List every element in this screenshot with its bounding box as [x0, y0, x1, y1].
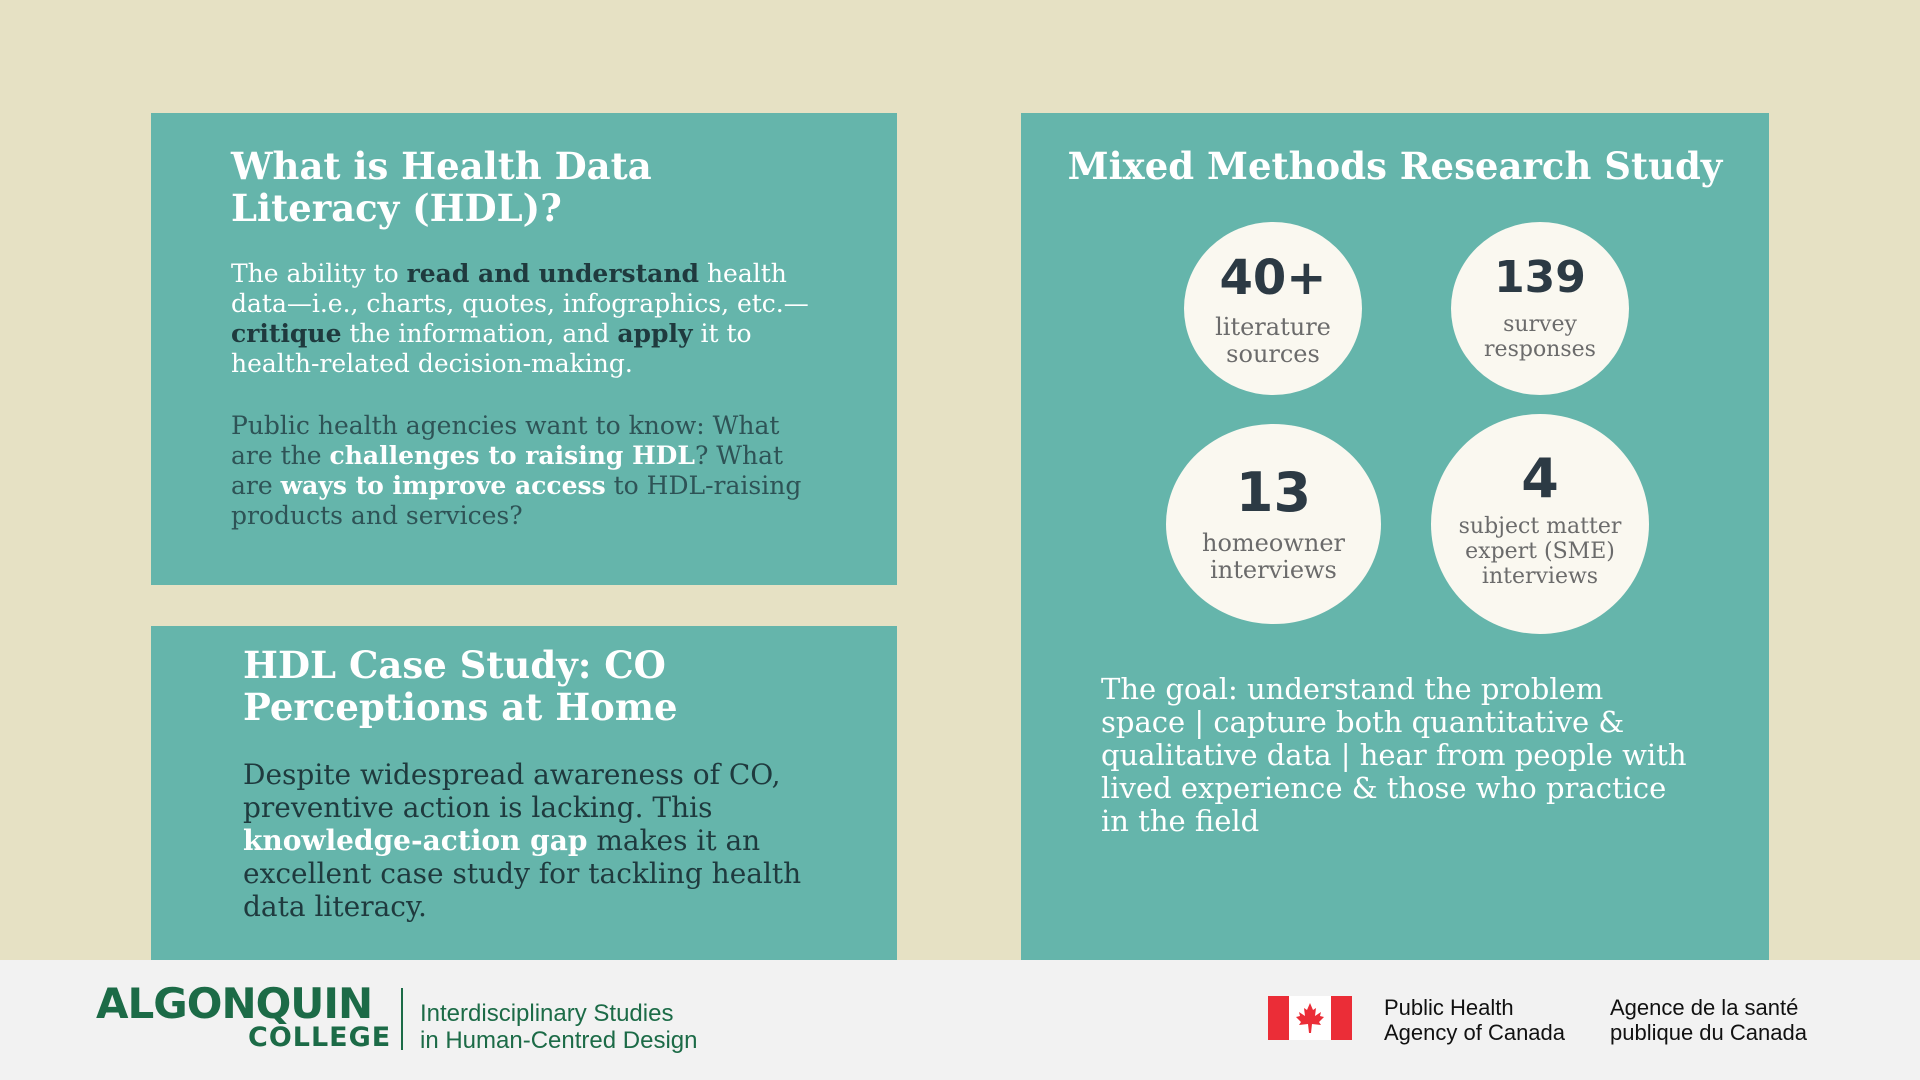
program-name: Interdisciplinary Studies in Human-Centred Design	[420, 1000, 698, 1054]
stat-sme-interviews	[1431, 414, 1649, 634]
emphasis-knowledge-action-gap: knowledge-action gap	[243, 824, 588, 857]
emphasis-critique: critique	[231, 319, 342, 348]
emphasis-read-understand: read and understand	[406, 259, 699, 288]
emphasis-challenges: challenges to raising HDL	[329, 441, 695, 470]
stat-homeowner-interviews	[1166, 424, 1381, 624]
hdl-definition-paragraph: The ability to read and understand health data—i.e., charts, quotes, infographics, etc.—critique the information, and apply it to health-related decision-making.	[231, 259, 809, 378]
hdl-questions-paragraph: Public health agencies want to know: What are the challenges to raising HDL? What are ways to improve access to HDL-raising products and services?	[231, 411, 802, 530]
hdl-definition-card	[151, 113, 897, 585]
hdl-card-title: What is Health Data Literacy (HDL)?	[231, 144, 652, 230]
case-study-card	[151, 626, 897, 960]
stat-label: survey responses	[1484, 312, 1596, 362]
stat-number: 40+	[1219, 250, 1327, 306]
emphasis-improve-access: ways to improve access	[280, 471, 606, 500]
phac-name-english: Public Health Agency of Canada	[1384, 995, 1566, 1045]
stat-label: literature sources	[1215, 313, 1331, 368]
footer-bar	[0, 960, 1920, 1080]
stat-label: homeowner interviews	[1202, 529, 1345, 584]
research-study-card	[1021, 113, 1769, 960]
stat-survey-responses	[1451, 222, 1629, 395]
research-study-title: Mixed Methods Research Study	[1067, 144, 1723, 188]
research-goal-text: The goal: understand the problem space | capture both quantitative & qualitative data | hear from people with lived experience & those who practice in the field	[1101, 672, 1687, 838]
stat-number: 139	[1494, 252, 1586, 303]
logo-divider	[401, 988, 403, 1050]
canada-flag-icon	[1268, 996, 1352, 1040]
stat-number: 13	[1235, 461, 1312, 524]
case-study-title: HDL Case Study: CO Perceptions at Home	[243, 643, 678, 729]
stat-number: 4	[1521, 447, 1559, 510]
phac-name-french: Agence de la santé publique du Canada	[1610, 995, 1807, 1045]
case-study-paragraph: Despite widespread awareness of CO, preventive action is lacking. This knowledge-action gap makes it an excellent case study for tackling health data literacy.	[243, 758, 802, 923]
emphasis-apply: apply	[617, 319, 693, 348]
algonquin-logo-college: COLLEGE	[248, 1022, 392, 1053]
stat-literature-sources	[1184, 222, 1362, 395]
stat-label: subject matter expert (SME) interviews	[1458, 514, 1622, 589]
algonquin-logo-wordmark: ALGONQUIN	[96, 979, 373, 1028]
